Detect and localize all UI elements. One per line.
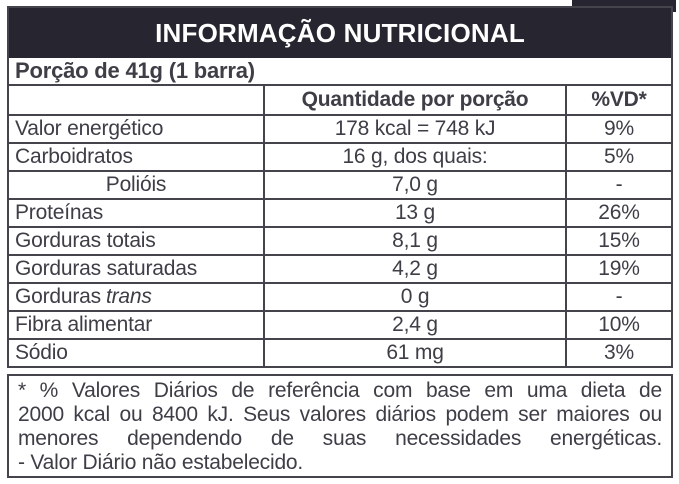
nutrient-quantity: 16 g, dos quais: — [265, 144, 567, 170]
nutrient-dv: 5% — [604, 145, 634, 168]
footnote-line: menores dependendo de suas necessidades energéticas. — [18, 427, 662, 450]
nutrient-quantity: 8,1 g — [265, 228, 567, 254]
nutrient-name: Valor energético — [9, 116, 265, 142]
nutrient-dv: - — [615, 285, 623, 308]
table-row — [9, 282, 671, 310]
nutrient-quantity: 13 g — [265, 200, 567, 226]
nutrient-dv: - — [615, 173, 623, 196]
nutrient-quantity: 2,4 g — [265, 312, 567, 338]
footnote-line: - Valor Diário não estabelecido. — [18, 451, 304, 474]
table-row — [9, 114, 671, 142]
nutrient-name: Carboidratos — [9, 144, 265, 170]
footnote-line: * % Valores Diários de referência com base em uma dieta de — [18, 379, 662, 402]
nutrient-name: Sódio — [9, 340, 265, 366]
table-row — [9, 142, 671, 170]
nutrient-dv: 10% — [598, 313, 640, 336]
nutrient-dv: 19% — [598, 257, 640, 280]
nutrient-quantity: 0 g — [265, 284, 567, 310]
nutrient-name: Gorduras totais — [9, 228, 265, 254]
nutrient-quantity: 61 mg — [265, 340, 567, 366]
nutrient-dv: 9% — [604, 117, 634, 140]
nutrition-table — [7, 6, 673, 368]
table-row — [9, 226, 671, 254]
table-row — [9, 310, 671, 338]
nutrient-dv: 3% — [604, 341, 634, 364]
nutrient-name — [9, 284, 265, 310]
nutrient-name: Polióis — [9, 172, 265, 198]
footnote-line: 2000 kcal ou 8400 kJ. Seus valores diários podem ser maiores ou — [18, 403, 662, 426]
table-header-row — [9, 86, 671, 114]
nutrient-name: Gorduras saturadas — [9, 256, 265, 282]
nutrient-quantity: 178 kcal = 748 kJ — [265, 116, 567, 142]
table-row — [9, 198, 671, 226]
nutrient-name: Fibra alimentar — [9, 312, 265, 338]
nutrient-quantity: 7,0 g — [265, 172, 567, 198]
page-title: INFORMAÇÃO NUTRICIONAL — [155, 17, 525, 48]
column-header-quantity: Quantidade por porção — [265, 86, 567, 114]
nutrient-grid — [9, 86, 671, 366]
nutrient-name-italic: trans — [105, 285, 152, 308]
table-row — [9, 338, 671, 366]
footnote-box — [7, 374, 673, 478]
nutrient-dv: 15% — [598, 229, 640, 252]
nutrient-name-text: Gorduras — [15, 285, 101, 308]
title-bar — [9, 8, 671, 58]
nutrient-name: Proteínas — [9, 200, 265, 226]
table-row — [9, 254, 671, 282]
serving-size-row — [9, 58, 671, 86]
column-header-dv: %VD* — [591, 88, 647, 111]
column-header-empty — [9, 86, 265, 114]
table-row — [9, 170, 671, 198]
nutrient-quantity: 4,2 g — [265, 256, 567, 282]
nutrient-dv: 26% — [598, 201, 640, 224]
serving-size: Porção de 41g (1 barra) — [15, 58, 255, 83]
